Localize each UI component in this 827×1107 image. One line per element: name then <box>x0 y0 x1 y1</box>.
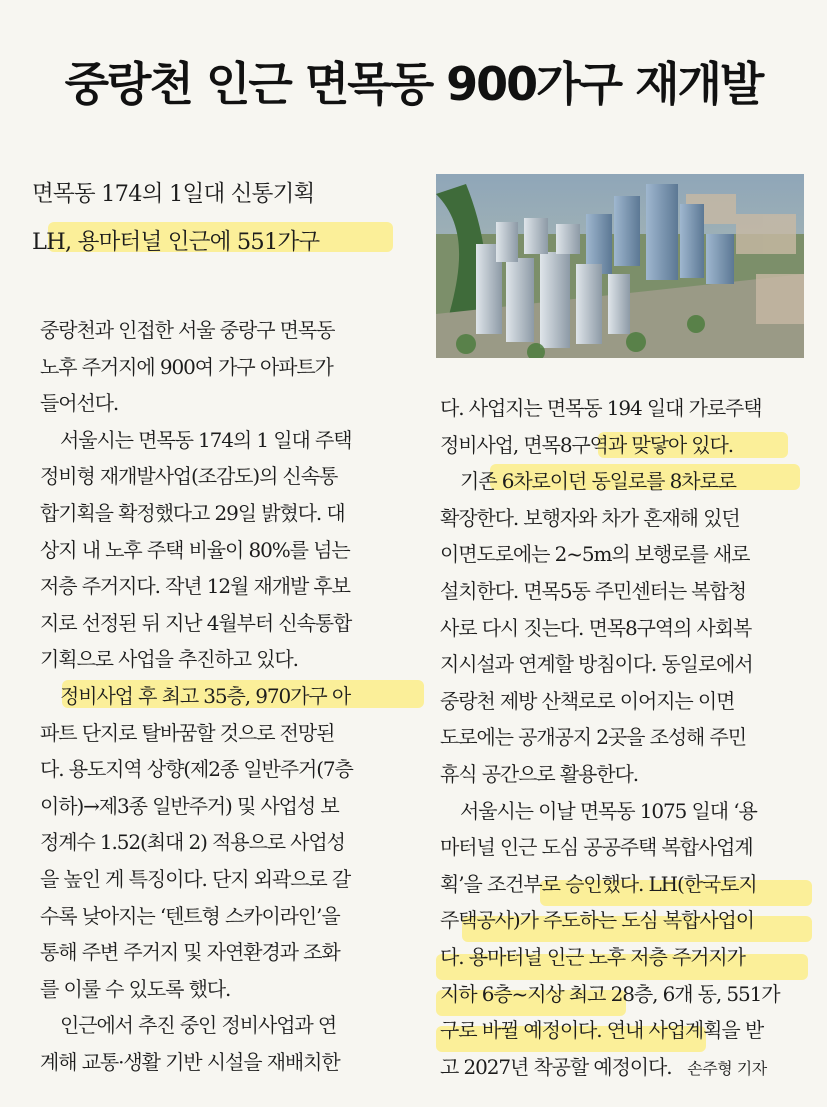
subheading-1: 면목동 174의 1일대 신통기획 <box>32 181 315 207</box>
body-line: 정비사업 후 최고 35층, 970가구 아 <box>60 683 351 708</box>
body-line: 를 이룰 수 있도록 했다. <box>40 976 231 1001</box>
body-line: 합기획을 확정했다고 29일 밝혔다. 대 <box>40 500 345 525</box>
headline: 중랑천 인근 면목동 900가구 재개발 <box>64 57 763 111</box>
body-line: 이하)→제3종 일반주거) 및 사업성 보 <box>40 793 339 818</box>
body-line: 서울시는 이날 면목동 1075 일대 ‘용 <box>460 798 757 823</box>
body-line: 도로에는 공개공지 2곳을 조성해 주민 <box>440 725 746 750</box>
body-line: 사로 다시 짓는다. 면목8구역의 사회복 <box>440 615 752 640</box>
body-line: 중랑천과 인접한 서울 중랑구 면목동 <box>40 318 335 342</box>
body-line: 상지 내 노후 주택 비율이 80%를 넘는 <box>40 537 350 562</box>
body-line: 중랑천 제방 산책로로 이어지는 이면 <box>440 688 735 713</box>
article-column-right <box>440 390 812 1087</box>
body-line: 노후 주거지에 900여 가구 아파트가 <box>40 354 333 379</box>
body-line: 확장한다. 보행자와 차가 혼재해 있던 <box>440 505 740 530</box>
body-line: 마터널 인근 도심 공공주택 복합사업계 <box>440 835 753 860</box>
subheading-2: LH, 용마터널 인근에 551가구 <box>32 229 320 255</box>
body-line: 주택공사)가 주도하는 도심 복합사업이 <box>440 908 754 933</box>
apartment-rendering-image <box>436 174 804 358</box>
body-line-last <box>440 1049 812 1088</box>
body-line: 계해 교통·생활 기반 시설을 재배치한 <box>40 1049 340 1074</box>
body-line: 수록 낮아지는 ‘텐트형 스카이라인’을 <box>40 903 340 928</box>
body-line: 기존 6차로이던 동일로를 8차로로 <box>460 469 736 494</box>
article-column-left <box>40 312 420 1080</box>
body-line: 획’을 조건부로 승인했다. LH(한국토지 <box>440 871 757 896</box>
body-line: 다. 용마터널 인근 노후 저층 주거지가 <box>440 944 745 969</box>
body-line: 구로 바뀔 예정이다. 연내 사업계획을 받 <box>440 1018 764 1043</box>
body-line: 지로 선정된 뒤 지난 4월부터 신속통합 <box>40 610 352 635</box>
body-line: 다. 사업지는 면목동 194 일대 가로주택 <box>440 396 762 420</box>
body-line: 들어선다. <box>40 391 119 416</box>
body-line: 기획으로 사업을 추진하고 있다. <box>40 647 298 672</box>
body-line: 파트 단지로 탈바꿈할 것으로 전망된 <box>40 720 335 745</box>
body-line: 정비형 재개발사업(조감도)의 신속통 <box>40 464 338 489</box>
body-line: 휴식 공간으로 활용한다. <box>440 761 638 786</box>
body-line: 정비사업, 면목8구역과 맞닿아 있다. <box>440 432 733 457</box>
body-line: 서울시는 면목동 174의 1 일대 주택 <box>60 427 352 452</box>
byline: 손주형 기자 <box>687 1058 767 1078</box>
body-line: 정계수 1.52(최대 2) 적용으로 사업성 <box>40 830 345 855</box>
body-line: 다. 용도지역 상향(제2종 일반주거(7층 <box>40 757 353 782</box>
body-line: 이면도로에는 2~5m의 보행로를 새로 <box>440 542 750 567</box>
body-line: 통해 주변 주거지 및 자연환경과 조화 <box>40 940 340 965</box>
body-line: 설치한다. 면목5동 주민센터는 복합청 <box>440 578 746 603</box>
body-line: 지하 6층~지상 최고 28층, 6개 동, 551가 <box>440 981 780 1006</box>
body-line: 지시설과 연계할 방침이다. 동일로에서 <box>440 652 753 677</box>
body-line: 고 2027년 착공할 예정이다. <box>440 1054 672 1079</box>
body-line: 인근에서 추진 중인 정비사업과 연 <box>60 1013 337 1038</box>
body-line: 을 높인 게 특징이다. 단지 외곽으로 갈 <box>40 866 351 891</box>
body-line: 저층 주거지다. 작년 12월 재개발 후보 <box>40 574 350 599</box>
